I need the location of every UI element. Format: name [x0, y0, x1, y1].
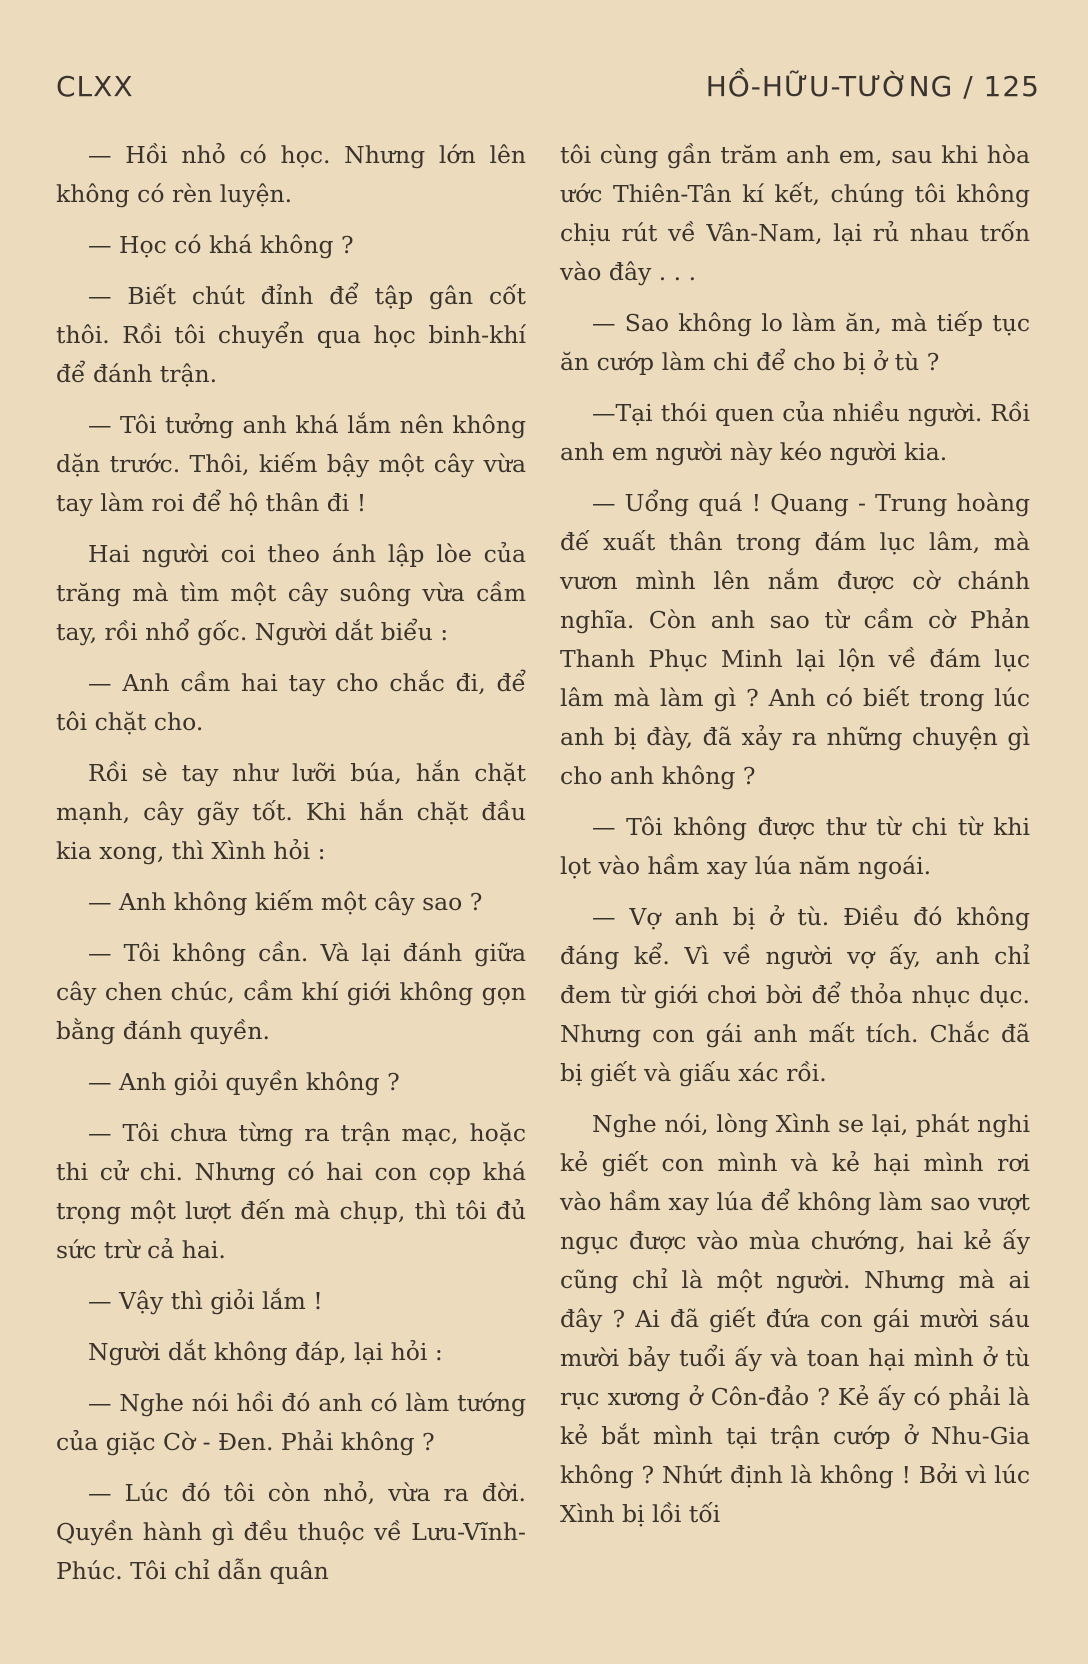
- paragraph: — Uổng quá ! Quang - Trung hoàng đế xuất thân trong đám lục lâm, mà vươn mình lên nắm được cờ chánh nghĩa. Còn anh sao từ cầm cờ Phản Thanh Phục Minh lại lộn về đám lục lâm mà làm gì ? Anh có biết trong lúc anh bị đày, đã xảy ra những chuyện gì cho anh không ?: [560, 489, 1030, 790]
- paragraph: — Tôi chưa từng ra trận mạc, hoặc thi cử chi. Nhưng có hai con cọp khá trọng một lượt đến mà chụp, thì tôi đủ sức trừ cả hai.: [56, 1119, 526, 1264]
- paragraph: — Vợ anh bị ở tù. Điều đó không đáng kể. Vì về người vợ ấy, anh chỉ đem từ giới chơi bời để thỏa nhục dục. Nhưng con gái anh mất tích. Chắc đã bị giết và giấu xác rồi.: [560, 903, 1030, 1087]
- paragraph: — Tôi không cần. Và lại đánh giữa cây chen chúc, cầm khí giới không gọn bằng đánh quyền.: [56, 939, 526, 1045]
- paragraph: Nghe nói, lòng Xình se lại, phát nghi kẻ giết con mình và kẻ hại mình rơi vào hầm xay lúa để không làm sao vượt ngục được vào mùa chướng, hai kẻ ấy cũng chỉ là một người. Nhưng mà ai đây ? Ai đã giết đứa con gái mười sáu mười bảy tuổi ấy và toan hại mình ở tù rục xương ở Côn-đảo ? Kẻ ấy có phải là kẻ bắt mình tại trận cướp ở Nhu-Gia không ? Nhứt định là không ! Bởi vì lúc Xình bị lồi tối: [560, 1110, 1030, 1528]
- paragraph: — Hồi nhỏ có học. Nhưng lớn lên không có rèn luyện.: [56, 141, 526, 208]
- paragraph: — Anh không kiếm một cây sao ?: [88, 888, 483, 916]
- left-column: [56, 136, 526, 1603]
- paragraph: — Anh cầm hai tay cho chắc đi, để tôi chặt cho.: [56, 669, 526, 736]
- paragraph: — Lúc đó tôi còn nhỏ, vừa ra đời. Quyền hành gì đều thuộc về Lưu-Vĩnh-Phúc. Tôi chỉ dẫn quân: [56, 1479, 526, 1585]
- paragraph: —Tại thói quen của nhiều người. Rồi anh em người này kéo người kia.: [560, 399, 1030, 466]
- paragraph: — Tôi không được thư từ chi từ khi lọt vào hầm xay lúa năm ngoái.: [560, 813, 1030, 880]
- right-column: [560, 136, 1030, 1546]
- paragraph: — Nghe nói hồi đó anh có làm tướng của giặc Cờ - Đen. Phải không ?: [56, 1389, 526, 1456]
- paragraph: — Anh giỏi quyền không ?: [88, 1068, 400, 1096]
- paragraph: Người dắt không đáp, lại hỏi :: [88, 1338, 443, 1366]
- page-header: [56, 62, 1040, 112]
- paragraph: Hai người coi theo ánh lập lòe của trăng mà tìm một cây suông vừa cầm tay, rồi nhổ gốc. Người dắt biểu :: [56, 540, 526, 646]
- paragraph: — Sao không lo làm ăn, mà tiếp tục ăn cướp làm chi để cho bị ở tù ?: [560, 309, 1030, 376]
- paragraph: tôi cùng gần trăm anh em, sau khi hòa ước Thiên-Tân kí kết, chúng tôi không chịu rút về Vân-Nam, lại rủ nhau trốn vào đây . . .: [560, 141, 1030, 286]
- paragraph: — Tôi tưởng anh khá lắm nên không dặn trước. Thôi, kiếm bậy một cây vừa tay làm roi để hộ thân đi !: [56, 411, 526, 517]
- paragraph: Rồi sè tay như lưỡi búa, hắn chặt mạnh, cây gãy tốt. Khi hắn chặt đầu kia xong, thì Xình hỏi :: [56, 759, 526, 865]
- paragraph: — Vậy thì giỏi lắm !: [88, 1287, 323, 1315]
- paragraph: — Học có khá không ?: [88, 231, 354, 259]
- author-page-number: HỒ-HỮU-TƯỜNG / 125: [705, 70, 1040, 103]
- paragraph: — Biết chút đỉnh để tập gân cốt thôi. Rồi tôi chuyển qua học binh-khí để đánh trận.: [56, 282, 526, 388]
- chapter-number: CLXX: [56, 70, 134, 103]
